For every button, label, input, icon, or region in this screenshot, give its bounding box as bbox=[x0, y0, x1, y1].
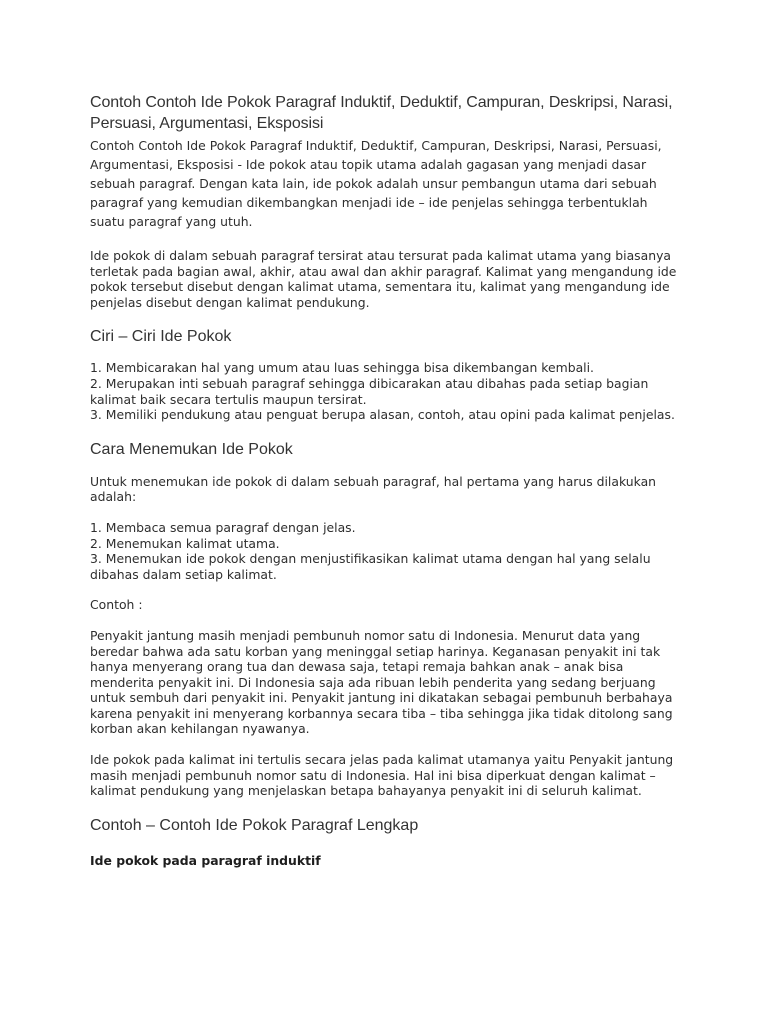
list-item: 3. Menemukan ide pokok dengan menjustifikasikan kalimat utama dengan hal yang selalu dibahas dalam setiap kalimat. bbox=[90, 551, 651, 582]
explanation-paragraph: Ide pokok pada kalimat ini tertulis secara jelas pada kalimat utamanya yaitu Penyakit jantung masih menjadi pembunuh nomor satu di Indonesia. Hal ini bisa diperkuat dengan kalimat – kalimat pendukung yang menjelaskan betapa bahayanya penyakit ini di seluruh kalimat. bbox=[90, 752, 674, 799]
intro-paragraph: Contoh Contoh Ide Pokok Paragraf Induktif, Deduktif, Campuran, Deskripsi, Narasi, Persuasi, Argumentasi, Eksposisi - Ide pokok atau topik utama adalah gagasan yang menjadi dasar sebuah paragraf. Dengan kata lain, ide pokok adalah unsur pembangun utama dari sebuah paragraf yang kemudian dikembangkan menjadi ide – ide penjelas sehingga terbentuklah suatu paragraf yang utuh. bbox=[90, 138, 662, 229]
cara-lead-paragraph: Untuk menemukan ide pokok di dalam sebuah paragraf, hal pertama yang harus dilakukan adalah: bbox=[90, 473, 657, 505]
example-paragraph: Penyakit jantung masih menjadi pembunuh nomor satu di Indonesia. Menurut data yang beredar bahwa ada satu korban yang meninggal setiap harinya. Keganasan penyakit ini tak hanya menyerang orang tua dan dewasa saja, tetapi remaja bahkan anak – anak bisa menderita penyakit ini. Di Indonesia saja ada ribuan lebih penderita yang sedang berjuang untuk sembuh dari penyakit ini. Penyakit jantung ini dikatakan sebagai pembunuh berbahaya karena penyakit ini menyerang korbannya secara tiba – tiba sehingga jika tidak ditolong sang korban akan kehilangan nyawanya. bbox=[90, 627, 673, 737]
example-label: Contoh : bbox=[90, 597, 143, 613]
list-item: 2. Merupakan inti sebuah paragraf sehingga dibicarakan atau dibahas pada setiap bagian kalimat baik secara tertulis maupun tersirat. bbox=[90, 375, 649, 407]
list-item: 2. Menemukan kalimat utama. bbox=[90, 535, 280, 551]
list-item: 1. Membaca semua paragraf dengan jelas. bbox=[90, 519, 356, 535]
list-item: 1. Membicarakan hal yang umum atau luas sehingga bisa dikembangan kembali. bbox=[90, 360, 594, 376]
list-item: 3. Memiliki pendukung atau penguat berupa alasan, contoh, atau opini pada kalimat penjelas. bbox=[90, 407, 675, 423]
ciri-list bbox=[90, 360, 678, 422]
document-title: Contoh Contoh Ide Pokok Paragraf Induktif, Deduktif, Campuran, Deskripsi, Narasi, Persuasi, Argumentasi, Eksposisi bbox=[90, 94, 673, 132]
cara-list bbox=[90, 520, 678, 582]
subheading-induktif: Ide pokok pada paragraf induktif bbox=[90, 852, 321, 868]
paragraph-ide-pokok: Ide pokok di dalam sebuah paragraf tersirat atau tersurat pada kalimat utama yang biasanya terletak pada bagian awal, akhir, atau awal dan akhir paragraf. Kalimat yang mengandung ide pokok tersebut disebut dengan kalimat utama, sementara itu, kalimat yang mengandung ide penjelas disebut dengan kalimat pendukung. bbox=[90, 248, 677, 310]
heading-cara-menemukan: Cara Menemukan Ide Pokok bbox=[90, 440, 293, 458]
heading-ciri-ide-pokok: Ciri – Ciri Ide Pokok bbox=[90, 328, 232, 346]
heading-contoh-lengkap: Contoh – Contoh Ide Pokok Paragraf Lengkap bbox=[90, 816, 419, 834]
